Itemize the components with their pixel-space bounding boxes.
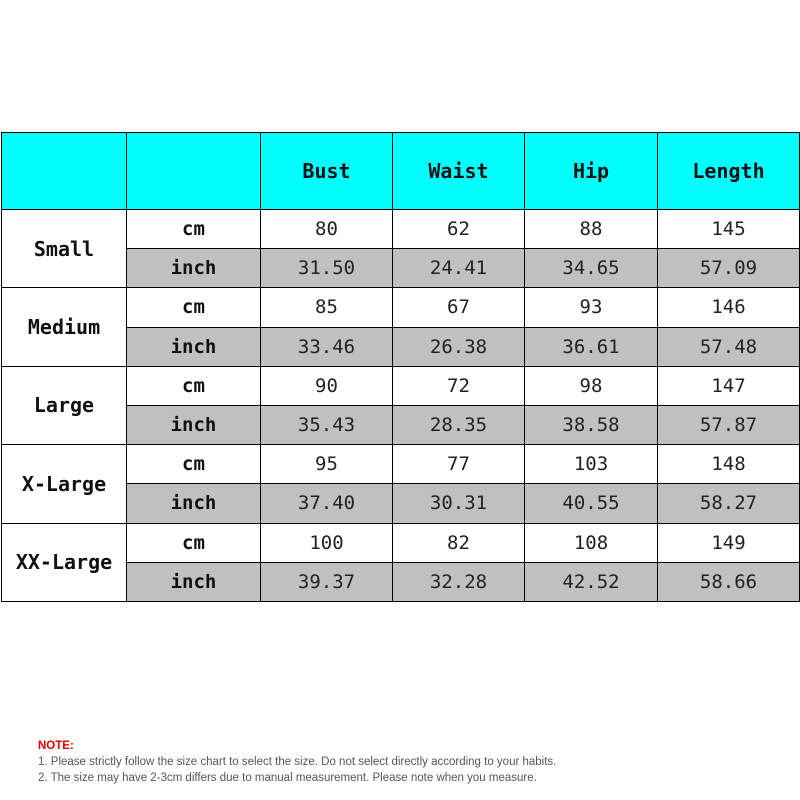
measurement-value: 32.28 — [393, 562, 525, 601]
measurement-value: 28.35 — [393, 405, 525, 444]
measurement-value: 57.09 — [658, 249, 800, 288]
measurement-value: 95 — [261, 445, 393, 484]
measurement-value: 34.65 — [525, 249, 658, 288]
size-chart-table — [1, 132, 800, 602]
measurement-value: 80 — [261, 210, 393, 249]
size-label: Large — [2, 366, 127, 444]
measurement-value: 39.37 — [261, 562, 393, 601]
unit-label: inch — [127, 249, 261, 288]
note-section — [38, 738, 556, 786]
measurement-value: 145 — [658, 210, 800, 249]
measurement-value: 82 — [393, 523, 525, 562]
measurement-value: 72 — [393, 366, 525, 405]
measurement-value: 98 — [525, 366, 658, 405]
measurement-value: 85 — [261, 288, 393, 327]
measurement-value: 57.87 — [658, 405, 800, 444]
measurement-value: 58.66 — [658, 562, 800, 601]
header-hip: Hip — [525, 133, 658, 210]
note-line-2: 2. The size may have 2-3cm differs due to manual measurement. Please note when you measure. — [38, 772, 537, 784]
measurement-value: 24.41 — [393, 249, 525, 288]
header-bust: Bust — [261, 133, 393, 210]
size-label: Small — [2, 210, 127, 288]
measurement-value: 33.46 — [261, 327, 393, 366]
size-label: XX-Large — [2, 523, 127, 602]
table-row-cm — [2, 210, 800, 249]
table-row-cm — [2, 523, 800, 562]
measurement-value: 149 — [658, 523, 800, 562]
measurement-value: 42.52 — [525, 562, 658, 601]
measurement-value: 100 — [261, 523, 393, 562]
unit-label: cm — [127, 210, 261, 249]
header-unit-cell — [127, 133, 261, 210]
table-row-cm — [2, 288, 800, 327]
measurement-value: 67 — [393, 288, 525, 327]
measurement-value: 93 — [525, 288, 658, 327]
measurement-value: 90 — [261, 366, 393, 405]
measurement-value: 30.31 — [393, 484, 525, 523]
measurement-value: 77 — [393, 445, 525, 484]
header-row — [2, 133, 800, 210]
measurement-value: 37.40 — [261, 484, 393, 523]
measurement-value: 103 — [525, 445, 658, 484]
measurement-value: 58.27 — [658, 484, 800, 523]
header-length: Length — [658, 133, 800, 210]
unit-label: cm — [127, 523, 261, 562]
measurement-value: 31.50 — [261, 249, 393, 288]
note-line-1: 1. Please strictly follow the size chart to select the size. Do not select directly according to your habits. — [38, 756, 557, 768]
measurement-value: 38.58 — [525, 405, 658, 444]
note-title: NOTE: — [38, 740, 74, 752]
header-size-cell — [2, 133, 127, 210]
unit-label: inch — [127, 484, 261, 523]
unit-label: inch — [127, 562, 261, 601]
unit-label: cm — [127, 445, 261, 484]
measurement-value: 26.38 — [393, 327, 525, 366]
unit-label: cm — [127, 288, 261, 327]
header-waist: Waist — [393, 133, 525, 210]
size-label: Medium — [2, 288, 127, 366]
measurement-value: 148 — [658, 445, 800, 484]
measurement-value: 62 — [393, 210, 525, 249]
measurement-value: 35.43 — [261, 405, 393, 444]
table-row-cm — [2, 366, 800, 405]
measurement-value: 146 — [658, 288, 800, 327]
size-label: X-Large — [2, 445, 127, 523]
measurement-value: 147 — [658, 366, 800, 405]
unit-label: inch — [127, 327, 261, 366]
table-row-cm — [2, 445, 800, 484]
size-chart-body — [2, 210, 800, 602]
measurement-value: 40.55 — [525, 484, 658, 523]
measurement-value: 88 — [525, 210, 658, 249]
measurement-value: 36.61 — [525, 327, 658, 366]
measurement-value: 108 — [525, 523, 658, 562]
unit-label: cm — [127, 366, 261, 405]
unit-label: inch — [127, 405, 261, 444]
measurement-value: 57.48 — [658, 327, 800, 366]
